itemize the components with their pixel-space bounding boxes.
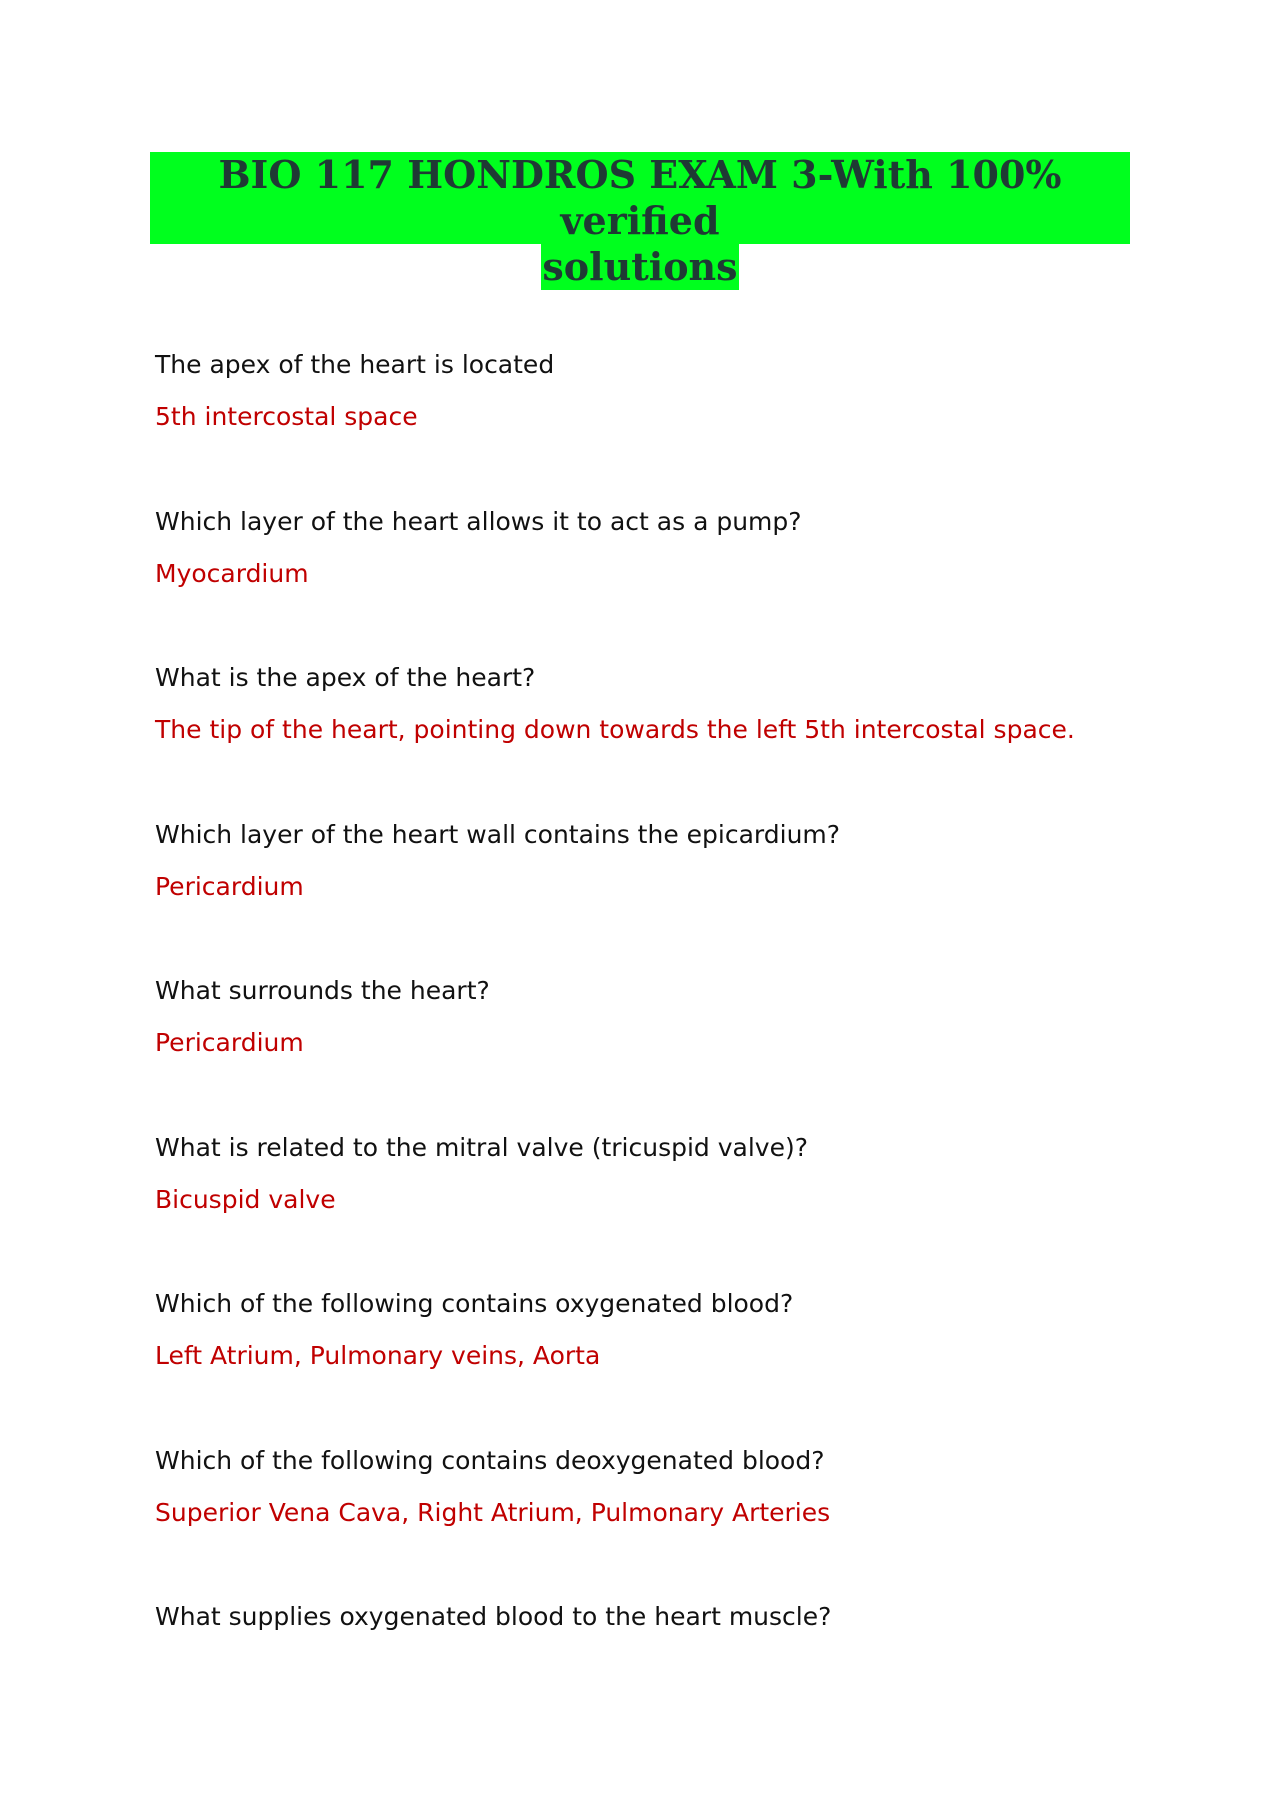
document-title xyxy=(150,152,1130,290)
question-text: What supplies oxygenated blood to the heart muscle? xyxy=(155,1602,832,1631)
answer-text: Left Atrium, Pulmonary veins, Aorta xyxy=(155,1341,601,1370)
qa-item xyxy=(155,1131,1175,1288)
question-text: Which of the following contains oxygenated blood? xyxy=(155,1289,794,1318)
qa-item xyxy=(155,661,1175,818)
qa-item xyxy=(155,1600,1175,1757)
title-line-2: solutions xyxy=(542,244,738,289)
question-text: What surrounds the heart? xyxy=(155,976,490,1005)
answer-text: Bicuspid valve xyxy=(155,1184,336,1214)
qa-item xyxy=(155,505,1175,662)
qa-item xyxy=(155,1287,1175,1444)
question-text: The apex of the heart is located xyxy=(155,350,555,379)
answer-text: The tip of the heart, pointing down towards the left 5th intercostal space. xyxy=(155,715,1075,744)
answer-text: Pericardium xyxy=(155,871,304,901)
qa-item xyxy=(155,348,1175,505)
qa-item xyxy=(155,818,1175,975)
answer-text: 5th intercostal space xyxy=(155,402,418,431)
qa-list xyxy=(155,348,1175,1757)
qa-item xyxy=(155,1444,1175,1601)
question-text: What is related to the mitral valve (tricuspid valve)? xyxy=(155,1132,809,1162)
question-text: Which of the following contains deoxygenated blood? xyxy=(155,1445,825,1475)
question-text: Which layer of the heart wall contains the epicardium? xyxy=(155,819,841,849)
answer-text: Myocardium xyxy=(155,558,309,588)
answer-text: Pericardium xyxy=(155,1028,304,1057)
title-line-1: BIO 117 HONDROS EXAM 3-With 100% verified xyxy=(150,152,1130,244)
question-text: What is the apex of the heart? xyxy=(155,663,536,692)
answer-text: Superior Vena Cava, Right Atrium, Pulmonary Arteries xyxy=(155,1497,831,1527)
qa-item xyxy=(155,974,1175,1131)
question-text: Which layer of the heart allows it to act as a pump? xyxy=(155,506,802,536)
answer-text xyxy=(155,1652,1175,1686)
